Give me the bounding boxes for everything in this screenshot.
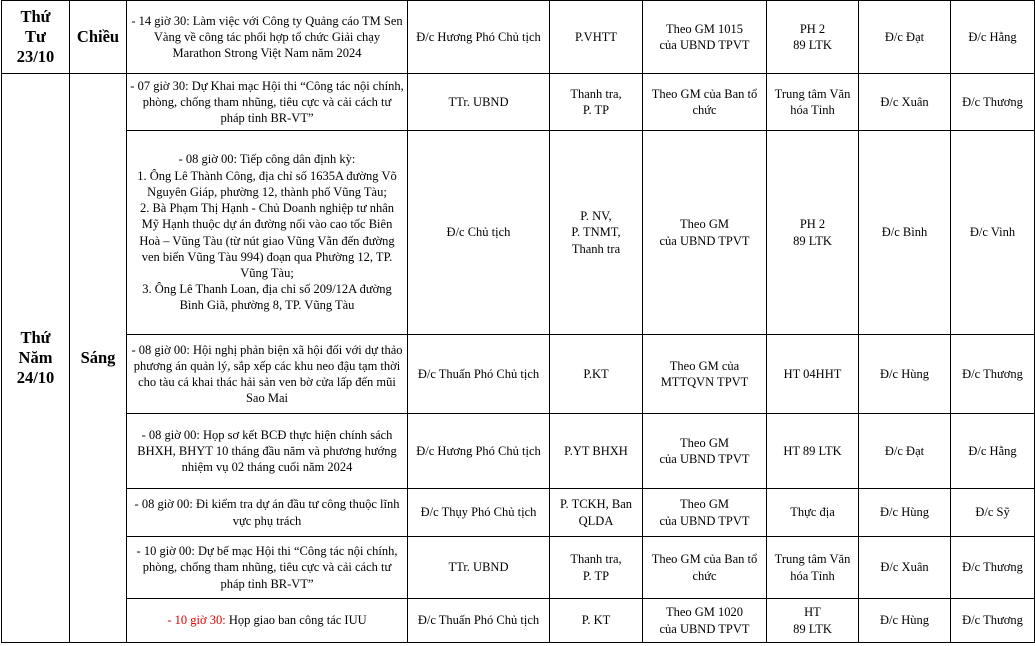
prep-line: Thanh tra, xyxy=(570,552,622,567)
content-text: Họp giao ban công tác IUU xyxy=(225,613,367,628)
prep-line: Thanh tra xyxy=(571,241,621,256)
driver-cell: Đ/c Đạt xyxy=(859,414,951,489)
chair-cell: Đ/c Thụy Phó Chủ tịch xyxy=(408,489,550,537)
session-cell-morning: Sáng xyxy=(70,74,127,643)
content-text: 1. Ông Lê Thành Công, địa chỉ số 1635A đường Võ Nguyên Giáp, phường 12, thành phố Vũng Tàu; xyxy=(137,168,397,199)
location-cell xyxy=(767,335,859,414)
chair-cell: Đ/c Thuấn Phó Chủ tịch xyxy=(408,599,550,643)
table-row xyxy=(2,1,1035,74)
driver-cell: Đ/c Bình xyxy=(859,131,951,335)
invite-line: của UBND TPVT xyxy=(659,513,750,528)
invite-line: của UBND TPVT xyxy=(659,38,750,52)
location-line: Thực địa xyxy=(790,505,835,520)
schedule-table xyxy=(1,0,1035,643)
invite-line: Theo GM xyxy=(680,497,729,512)
content-text: - 08 giờ 00: Họp sơ kết BCĐ thực hiện chính sách BHXH, BHYT 10 tháng đầu năm và phương hướng nhiệm vụ 02 tháng cuối năm 2024 xyxy=(137,427,397,475)
day-cell-wednesday xyxy=(2,1,70,74)
driver-cell: Đ/c Hùng xyxy=(859,599,951,643)
invite-cell xyxy=(643,489,767,537)
content-cell xyxy=(127,414,408,489)
invite-cell xyxy=(643,1,767,74)
invite-cell xyxy=(643,599,767,643)
content-cell xyxy=(127,599,408,643)
invite-line: của UBND TPVT xyxy=(659,233,750,248)
invite-cell xyxy=(643,537,767,599)
location-line: Trung tâm Văn hóa Tỉnh xyxy=(774,86,851,117)
invite-line: của UBND TPVT xyxy=(659,452,750,466)
invite-line: Theo GM 1020 xyxy=(665,605,744,620)
content-cell xyxy=(127,335,408,414)
table-row xyxy=(2,599,1035,643)
location-line: 89 LTK xyxy=(793,38,832,52)
prep-cell: P. KT xyxy=(550,599,643,643)
content-text: 2. Bà Phạm Thị Hạnh - Chủ Doanh nghiệp tư nhân Mỹ Hạnh thuộc dự án đường nối vào cao tốc Biên Hoà – Vũng Tàu (từ nút giao Vũng Vằn đến đường ven biển Vũng Tàu 994) đoạn qua Phường 12, TP. Vũng Tàu; xyxy=(139,201,395,280)
content-cell xyxy=(127,131,408,335)
driver-cell: Đ/c Hùng xyxy=(859,335,951,414)
invite-line: của UBND TPVT xyxy=(659,621,750,636)
prep-line: P. NV, xyxy=(580,209,612,224)
prep-cell xyxy=(550,131,643,335)
staff-cell: Đ/c Hằng xyxy=(951,1,1035,74)
invite-line: Theo GM xyxy=(680,435,729,450)
chair-cell: TTr. UBND xyxy=(408,537,550,599)
content-text: - 10 giờ 00: Dự bế mạc Hội thi “Công tác nội chính, phòng, chống tham nhũng, tiêu cực và cải cách tư pháp tỉnh BR-VT” xyxy=(136,544,398,591)
location-cell xyxy=(767,74,859,131)
invite-line: Theo GM của xyxy=(669,358,740,373)
prep-line: P. TP xyxy=(582,103,610,117)
day-date: 24/10 xyxy=(16,368,55,387)
prep-line: P. TNMT, xyxy=(571,225,621,240)
weekday-label: Thứ xyxy=(20,7,51,26)
day-date: 23/10 xyxy=(16,47,55,66)
location-cell xyxy=(767,414,859,489)
location-cell xyxy=(767,537,859,599)
staff-cell: Đ/c Thương xyxy=(951,599,1035,643)
location-line: Trung tâm Văn hóa Tỉnh xyxy=(774,552,851,583)
staff-cell: Đ/c Thương xyxy=(951,74,1035,131)
day-cell-thursday xyxy=(2,74,70,643)
content-text: - 08 giờ 00: Hội nghị phản biện xã hội đối với dự thảo phương án quản lý, sắp xếp các khu neo đậu tạm thời cho tàu cá khai thác hải sản ven bờ cửa lấp đến mũi Sao Mai xyxy=(131,342,403,406)
invite-cell xyxy=(643,414,767,489)
table-row xyxy=(2,537,1035,599)
table-row xyxy=(2,131,1035,335)
prep-cell xyxy=(550,537,643,599)
prep-cell: P.YT BHXH xyxy=(550,414,643,489)
table-row xyxy=(2,489,1035,537)
staff-cell: Đ/c Thương xyxy=(951,537,1035,599)
content-time-highlight: - 10 giờ 30: xyxy=(167,613,226,628)
weekday-name: Tư xyxy=(25,27,46,46)
prep-line: Thanh tra, xyxy=(570,86,622,101)
invite-cell xyxy=(643,131,767,335)
content-text: - 14 giờ 30: Làm việc với Công ty Quảng cáo TM Sen Vàng về công tác phối hợp tổ chức Giải chạy Marathon Strong Việt Nam năm 2024 xyxy=(131,13,403,61)
staff-cell: Đ/c Thương xyxy=(951,335,1035,414)
location-cell xyxy=(767,489,859,537)
table-row xyxy=(2,335,1035,414)
session-cell-afternoon: Chiều xyxy=(70,1,127,74)
location-line: HT 04HHT xyxy=(783,366,842,381)
weekday-name: Năm xyxy=(18,348,53,367)
chair-cell: Đ/c Hương Phó Chủ tịch xyxy=(408,1,550,74)
driver-cell: Đ/c Xuân xyxy=(859,74,951,131)
prep-cell xyxy=(550,489,643,537)
invite-cell xyxy=(643,335,767,414)
prep-line: P. TP xyxy=(582,568,610,583)
content-text: - 08 giờ 00: Đi kiểm tra dự án đầu tư công thuộc lĩnh vực phụ trách xyxy=(134,497,400,528)
staff-cell: Đ/c Sỹ xyxy=(951,489,1035,537)
driver-cell: Đ/c Xuân xyxy=(859,537,951,599)
content-cell xyxy=(127,537,408,599)
invite-line: Theo GM của Ban tổ chức xyxy=(651,552,758,583)
location-line: 89 LTK xyxy=(793,233,832,248)
chair-cell: Đ/c Hương Phó Chủ tịch xyxy=(408,414,550,489)
location-line: PH 2 xyxy=(799,217,826,232)
driver-cell: Đ/c Hùng xyxy=(859,489,951,537)
location-cell xyxy=(767,131,859,335)
invite-line: Theo GM của Ban tổ chức xyxy=(651,86,758,117)
weekday-label: Thứ xyxy=(20,328,51,347)
prep-cell: P.KT xyxy=(550,335,643,414)
location-cell xyxy=(767,1,859,74)
content-text: - 08 giờ 00: Tiếp công dân định kỳ: xyxy=(178,152,356,167)
table-row xyxy=(2,414,1035,489)
content-cell xyxy=(127,74,408,131)
prep-line: P. TCKH, Ban xyxy=(559,497,632,512)
prep-cell: P.VHTT xyxy=(550,1,643,74)
location-line: HT 89 LTK xyxy=(783,443,842,458)
invite-line: Theo GM xyxy=(680,217,729,232)
content-cell xyxy=(127,1,408,74)
prep-cell xyxy=(550,74,643,131)
table-row xyxy=(2,74,1035,131)
location-cell xyxy=(767,599,859,643)
location-line: PH 2 xyxy=(799,21,826,36)
driver-cell: Đ/c Đạt xyxy=(859,1,951,74)
content-cell xyxy=(127,489,408,537)
location-line: 89 LTK xyxy=(793,621,832,636)
chair-cell: Đ/c Thuấn Phó Chủ tịch xyxy=(408,335,550,414)
invite-cell xyxy=(643,74,767,131)
content-text: - 07 giờ 30: Dự Khai mạc Hội thi “Công tác nội chính, phòng, chống tham nhũng, tiêu cực và cải cách tư pháp tỉnh BR-VT” xyxy=(130,78,404,126)
staff-cell: Đ/c Hằng xyxy=(951,414,1035,489)
invite-line: MTTQVN TPVT xyxy=(660,375,749,389)
chair-cell: Đ/c Chủ tịch xyxy=(408,131,550,335)
invite-line: Theo GM 1015 xyxy=(665,21,744,36)
prep-line: QLDA xyxy=(578,513,614,528)
content-text: 3. Ông Lê Thanh Loan, địa chỉ số 209/12A đường Bình Giã, phường 8, TP. Vũng Tàu xyxy=(142,282,392,313)
chair-cell: TTr. UBND xyxy=(408,74,550,131)
staff-cell: Đ/c Vinh xyxy=(951,131,1035,335)
location-line: HT xyxy=(804,605,821,620)
